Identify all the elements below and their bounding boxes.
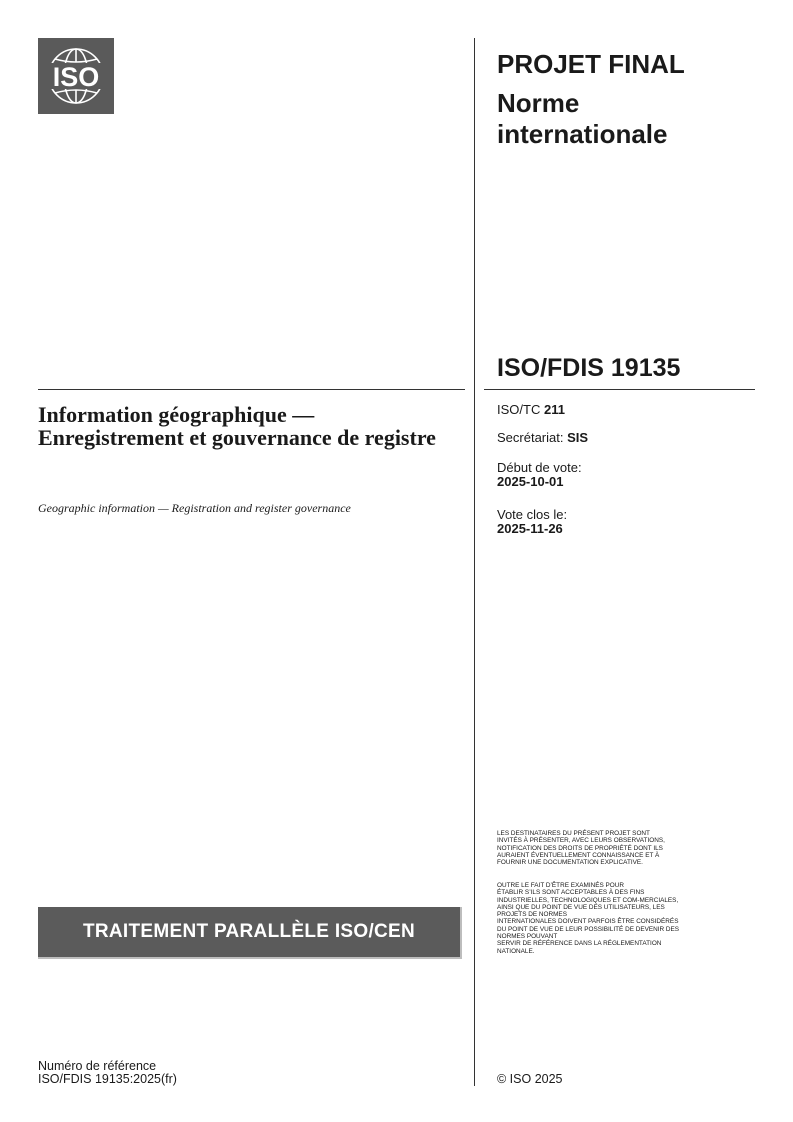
logo-text: ISO — [52, 62, 100, 92]
document-title-english: Geographic information — Registration and register governance — [38, 501, 351, 515]
left-horizontal-rule — [38, 389, 465, 390]
document-title-french: Information géographique — Enregistrement et gouvernance de registre — [38, 402, 436, 450]
parallel-processing-banner — [38, 907, 462, 959]
notice-paragraph-2: OUTRE LE FAIT D’ÊTRE EXAMINÉS POUR ÉTABLIR S’ILS SONT ACCEPTABLES À DES FINS INDUSTRIELLES, TECHNOLOGIQUES ET COM-MERCIALES, AINSI QUE DU POINT DE VUE DES UTILISATEURS, LES PROJETS DE NORMES INTERNATIONALES DOIVENT PARFOIS ÊTRE CONSIDÉRÉS DU POINT DE VUE DE LEUR POSSIBILITÉ DE DEVENIR DES NORMES POUVANT SERVIR DE RÉFÉRENCE DANS LA RÉGLEMENTATION NATIONALE. — [497, 882, 680, 955]
committee-line — [497, 403, 565, 417]
vote-start — [497, 461, 582, 489]
secretariat-line — [497, 431, 588, 445]
vote-end-value: 2025-11-26 — [497, 521, 563, 536]
committee-label: ISO/TC — [497, 402, 541, 417]
vertical-divider — [474, 38, 475, 1086]
vote-end — [497, 508, 567, 536]
vote-start-label: Début de vote: — [497, 460, 582, 475]
vote-end-label: Vote clos le: — [497, 507, 568, 522]
banner-label: TRAITEMENT PARALLÈLE ISO/CEN — [82, 921, 416, 942]
reference-number-value: ISO/FDIS 19135:2025(fr) — [38, 1072, 177, 1086]
document-type: Norme internationale — [497, 88, 668, 149]
document-stage: PROJET FINAL — [497, 49, 685, 79]
globe-icon — [38, 38, 114, 114]
right-horizontal-rule — [484, 389, 755, 390]
committee-value: 211 — [543, 402, 565, 417]
secretariat-label: Secrétariat: — [497, 430, 564, 445]
vote-start-value: 2025-10-01 — [497, 474, 564, 489]
document-number: ISO/FDIS 19135 — [497, 354, 681, 382]
iso-logo — [38, 38, 114, 114]
reference-number-label: Numéro de référence — [38, 1059, 157, 1073]
notice-paragraph-1: LES DESTINATAIRES DU PRÉSENT PROJET SONT INVITÉS À PRÉSENTER, AVEC LEURS OBSERVATIONS, NOTIFICATION DES DROITS DE PROPRIÉTÉ DONT ILS AURAIENT ÉVENTUELLEMENT CONNAISSANCE ET À FOURNIR UNE DOCUMENTATION EXPLICATIVE. — [497, 830, 665, 867]
secretariat-value: SIS — [567, 430, 589, 445]
copyright: © ISO 2025 — [497, 1072, 563, 1086]
